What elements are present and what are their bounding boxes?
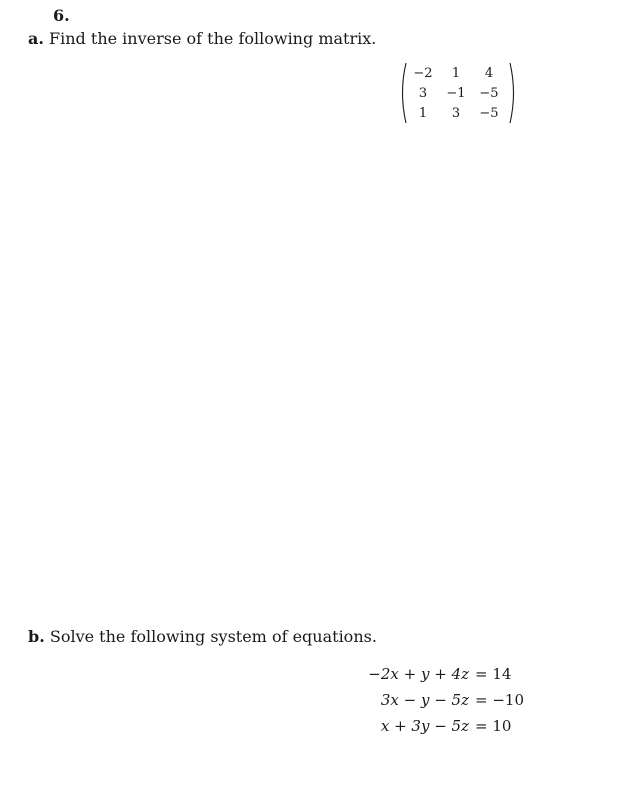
matrix-cell: −2 bbox=[413, 66, 433, 81]
right-parenthesis bbox=[508, 62, 518, 124]
matrix-cell: −5 bbox=[479, 86, 499, 101]
matrix-row bbox=[408, 64, 508, 83]
part-a-label: a. bbox=[28, 29, 44, 48]
equation-system bbox=[360, 661, 535, 739]
part-a-text: Find the inverse of the following matrix. bbox=[49, 29, 377, 48]
matrix-cell: 3 bbox=[418, 86, 428, 101]
equation-rhs: = 14 bbox=[475, 665, 512, 683]
left-parenthesis bbox=[398, 62, 408, 124]
equation-rhs: = −10 bbox=[475, 691, 524, 709]
matrix-grid bbox=[408, 64, 508, 122]
matrix-cell: 1 bbox=[418, 106, 428, 121]
part-a-prompt bbox=[28, 29, 376, 48]
equation-lhs: −2x + y + 4z bbox=[368, 665, 469, 683]
equation-lhs: 3x − y − 5z bbox=[380, 691, 469, 709]
matrix-cell: 1 bbox=[451, 66, 461, 81]
matrix-row bbox=[408, 84, 508, 103]
equation bbox=[360, 687, 535, 713]
equation bbox=[360, 713, 535, 739]
part-b-prompt bbox=[28, 627, 377, 646]
matrix-cell: −1 bbox=[446, 86, 466, 101]
equation bbox=[360, 661, 535, 687]
matrix-cell: −5 bbox=[479, 106, 499, 121]
problem-number: 6. bbox=[53, 6, 70, 25]
part-b-text: Solve the following system of equations. bbox=[49, 627, 377, 646]
part-b-label: b. bbox=[28, 627, 45, 646]
matrix-row bbox=[408, 104, 508, 123]
matrix-cell: 4 bbox=[484, 66, 494, 81]
matrix bbox=[398, 62, 518, 124]
equation-lhs: x + 3y − 5z bbox=[380, 717, 469, 735]
equation-rhs: = 10 bbox=[475, 717, 512, 735]
matrix-cell: 3 bbox=[451, 106, 461, 121]
